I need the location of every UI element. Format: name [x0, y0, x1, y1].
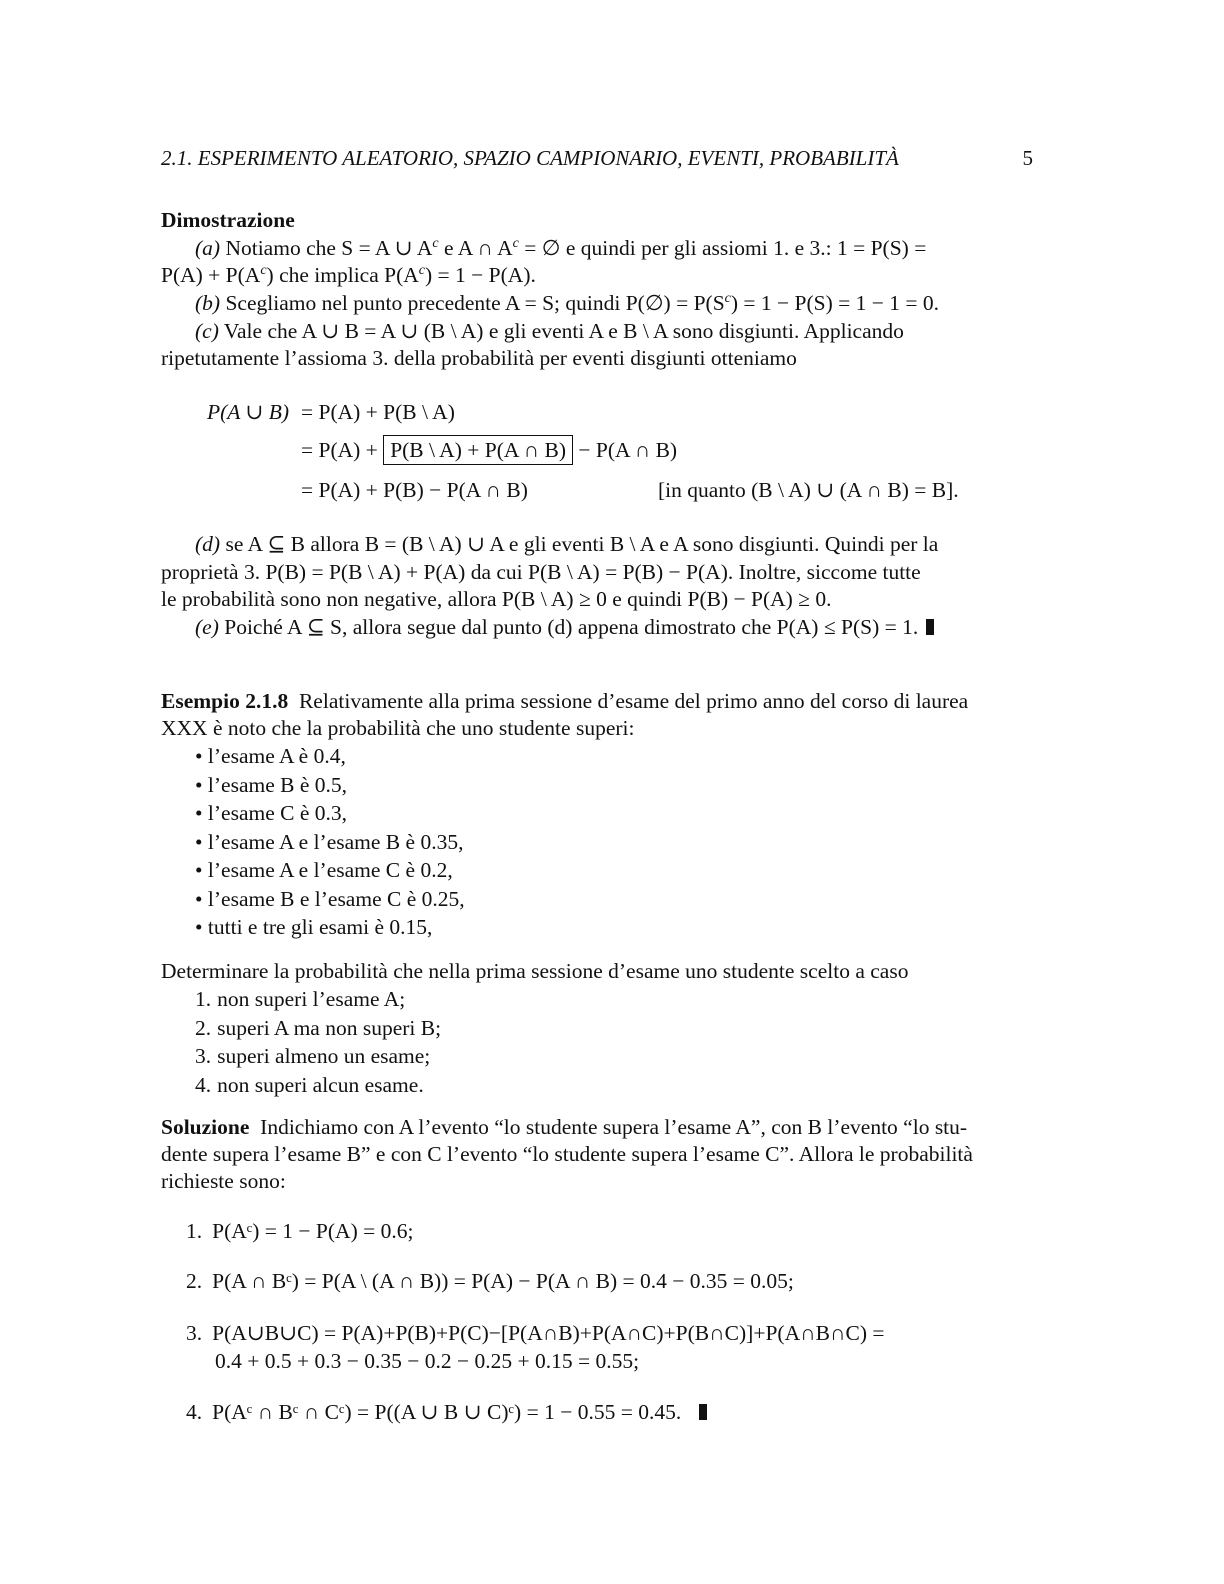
equation-row-1: = P(A) + P(B \ A) [301, 400, 455, 424]
proof-c-text1: Vale che A ∪ B = A ∪ (B \ A) e gli eventi A e B \ A sono disgiunti. Applicando [223, 319, 904, 343]
equation-row-2 [301, 440, 677, 462]
proof-c-label: (c) [195, 319, 219, 343]
equation-row-3: = P(A) + P(B) − P(A ∩ B) [301, 478, 528, 502]
qed-icon [699, 1404, 707, 1420]
proof-e-text: Poiché A ⊆ S, allora segue dal punto (d) appena dimostrato che P(A) ≤ P(S) = 1. [224, 615, 919, 639]
proof-a-line2 [161, 265, 536, 287]
proof-a-line1 [195, 238, 926, 260]
answer-item [186, 1221, 413, 1243]
bullet-item [195, 829, 464, 854]
bullet-icon: • [195, 886, 208, 911]
answer-number: 4. [186, 1400, 203, 1424]
sup: c [724, 291, 731, 306]
proof-title-text: Dimostrazione [161, 208, 295, 232]
bullet-text: l’esame A è 0.4, [207, 744, 346, 768]
solution-title: Soluzione [161, 1115, 250, 1139]
sup: c [418, 263, 426, 278]
eq-row2-b: − P(A ∩ B) [578, 438, 678, 462]
bullet-icon: • [195, 801, 208, 825]
page-number: 5 [1022, 146, 1033, 170]
answer-number: 1. [186, 1219, 203, 1243]
bullet-item [195, 772, 348, 797]
example-intro1: Relativamente alla prima sessione d’esame del primo anno del corso di laurea [298, 689, 969, 713]
sup: c [432, 236, 439, 251]
solution-line3: richieste sono: [161, 1169, 286, 1193]
bullet-icon: • [195, 858, 208, 882]
example-question: Determinare la probabilità che nella prima sessione d’esame uno studente scelto a caso [161, 959, 909, 983]
proof-a-text5: ) che implica P(A [266, 263, 419, 287]
proof-e-label: (e) [195, 615, 219, 639]
proof-d-line1 [195, 534, 938, 556]
item-number: 4. [195, 1072, 212, 1097]
item-text: non superi l’esame A; [217, 987, 406, 1011]
bullet-item [195, 860, 453, 882]
proof-a-text1: Notiamo che S = A ∪ A [225, 236, 433, 260]
equation-lhs [207, 402, 289, 424]
numbered-item [195, 989, 405, 1011]
bullet-item [195, 917, 432, 939]
bullet-item [195, 746, 346, 768]
item-number: 2. [195, 1015, 212, 1040]
numbered-item [195, 1046, 430, 1068]
boxed-term: P(B \ A) + P(A ∩ B) [383, 435, 573, 465]
numbered-item [195, 1015, 442, 1040]
equation-row-3-note: [in quanto (B \ A) ∪ (A ∩ B) = B]. [658, 478, 959, 502]
bullet-icon: • [195, 772, 208, 797]
bullet-item [195, 886, 465, 911]
answer-item [186, 1323, 884, 1345]
answer-formula: P(Aᶜ) = 1 − P(A) = 0.6; [212, 1219, 414, 1243]
proof-c-line1 [195, 321, 904, 343]
example-intro-line2: XXX è noto che la probabilità che uno studente superi: [161, 716, 635, 740]
proof-b-text2: ) = 1 − P(S) = 1 − 1 = 0. [730, 291, 940, 315]
qed-icon [926, 619, 934, 635]
item-number: 3. [195, 1044, 212, 1068]
proof-b [195, 293, 939, 315]
answer-number: 3. [186, 1321, 203, 1345]
bullet-text: l’esame B è 0.5, [207, 772, 348, 797]
proof-d-label: (d) [195, 532, 221, 556]
answer-item [186, 1271, 794, 1293]
answer-formula-continued: 0.4 + 0.5 + 0.3 − 0.35 − 0.2 − 0.25 + 0.15 = 0.55; [215, 1349, 640, 1373]
proof-a-text6: ) = 1 − P(A). [425, 263, 536, 287]
solution-line1 [161, 1117, 967, 1139]
answer-item [186, 1402, 707, 1424]
solution-line2: dente supera l’esame B” e con C l’evento “lo studente supera l’esame C”. Allora le probabilità [161, 1142, 973, 1166]
answer-formula: P(Aᶜ ∩ Bᶜ ∩ Cᶜ) = P((A ∪ B ∪ C)ᶜ) = 1 − 0.55 = 0.45. [212, 1400, 682, 1424]
bullet-icon: • [195, 915, 208, 939]
answer-formula: P(A ∩ Bᶜ) = P(A \ (A ∩ B)) = P(A) − P(A ∩ B) = 0.4 − 0.35 = 0.05; [212, 1269, 794, 1293]
example-title: Esempio 2.1.8 [161, 689, 289, 713]
answer-formula: P(A∪B∪C) = P(A)+P(B)+P(C)−[P(A∩B)+P(A∩C)+P(B∩C)]+P(A∩B∩C) = [212, 1321, 885, 1345]
proof-title [161, 210, 295, 232]
running-title: 2.1. ESPERIMENTO ALEATORIO, SPAZIO CAMPIONARIO, EVENTI, PROBABILITÀ [161, 146, 899, 170]
bullet-icon: • [195, 829, 208, 854]
numbered-item [195, 1072, 424, 1097]
bullet-text: l’esame A e l’esame B è 0.35, [207, 829, 464, 854]
proof-b-label: (b) [195, 291, 221, 315]
proof-a-text2: e A ∩ A [438, 236, 513, 260]
proof-c-line2: ripetutamente l’assioma 3. della probabilità per eventi disgiunti otteniamo [161, 346, 797, 370]
eq-row2-a: = P(A) + [301, 438, 378, 462]
bullet-text: l’esame A e l’esame C è 0.2, [207, 858, 453, 882]
solution-text1: Indichiamo con A l’evento “lo studente supera l’esame A”, con B l’evento “lo stu- [260, 1115, 968, 1139]
proof-a-label: (a) [195, 236, 221, 260]
item-text: non superi alcun esame. [217, 1072, 424, 1097]
eq-lhs: P(A ∪ B) [207, 400, 290, 424]
bullet-item [195, 803, 347, 825]
item-text: superi almeno un esame; [217, 1044, 431, 1068]
running-header [161, 146, 1033, 171]
bullet-text: l’esame B e l’esame C è 0.25, [207, 886, 465, 911]
bullet-text: l’esame C è 0.3, [207, 801, 348, 825]
item-number: 1. [195, 987, 212, 1011]
bullet-text: tutti e tre gli esami è 0.15, [207, 915, 433, 939]
proof-b-text1: Scegliamo nel punto precedente A = S; quindi P(∅) = P(S [225, 291, 725, 315]
proof-a-text4: P(A) + P(A [161, 263, 261, 287]
proof-d-line3: le probabilità sono non negative, allora P(B \ A) ≥ 0 e quindi P(B) − P(A) ≥ 0. [161, 587, 832, 611]
sup: c [260, 263, 267, 278]
proof-e [195, 617, 934, 639]
bullet-icon: • [195, 744, 208, 768]
proof-d-line2: proprietà 3. P(B) = P(B \ A) + P(A) da cui P(B \ A) = P(B) − P(A). Inoltre, siccome tutte [161, 560, 921, 584]
example-intro-line1 [161, 691, 968, 713]
proof-d-text1: se A ⊆ B allora B = (B \ A) ∪ A e gli eventi B \ A e A sono disgiunti. Quindi per la [225, 532, 939, 556]
proof-a-text3: = ∅ e quindi per gli assiomi 1. e 3.: 1 = P(S) = [518, 236, 927, 260]
sup: c [512, 236, 519, 251]
item-text: superi A ma non superi B; [217, 1015, 442, 1040]
answer-number: 2. [186, 1269, 203, 1293]
